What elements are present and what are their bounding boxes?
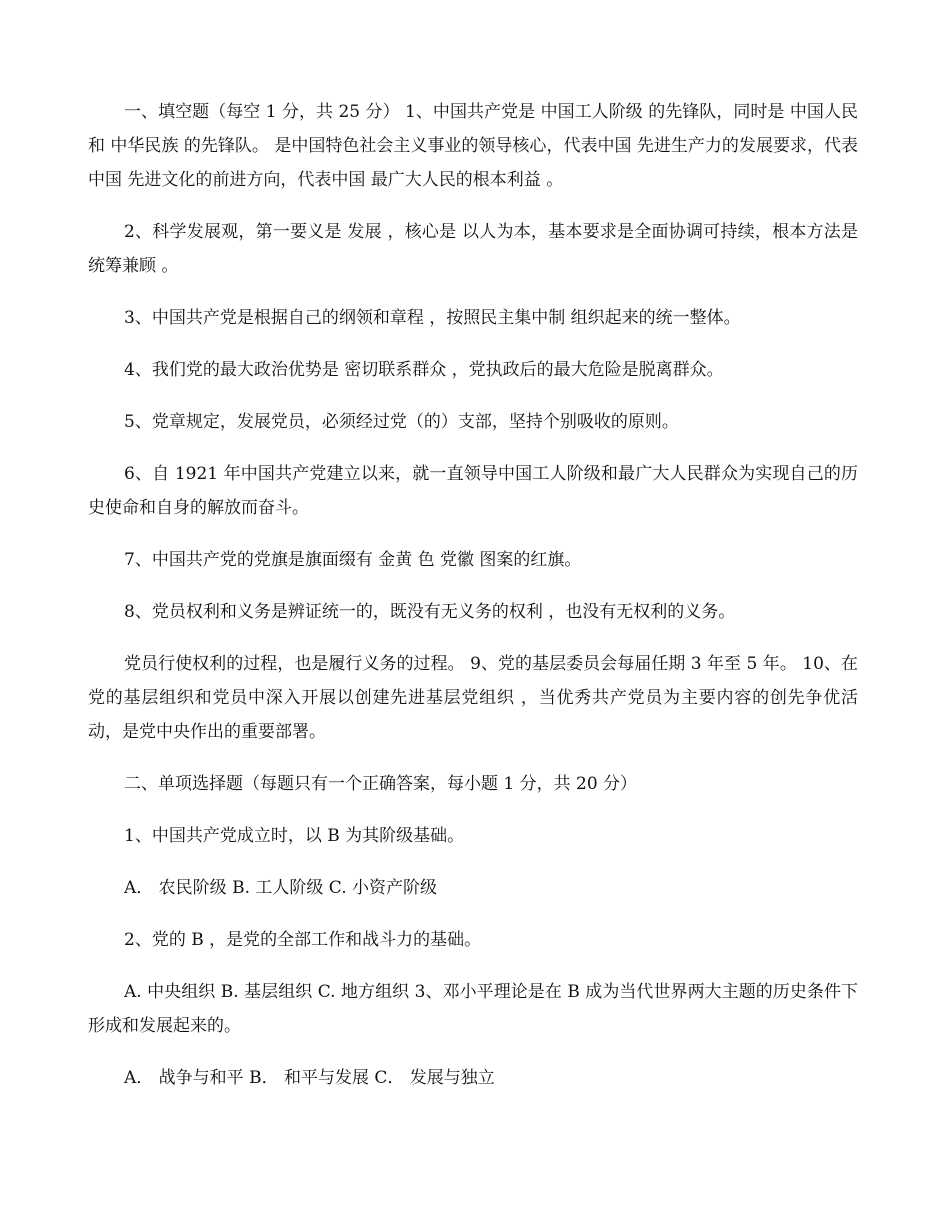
fill-blank-question-8: 8、党员权利和义务是辨证统一的，既没有无义务的权利 ，也没有无权利的义务。 [124, 602, 736, 622]
section-two-heading: 二、单项选择题（每题只有一个正确答案，每小题 1 分，共 20 分） [124, 774, 638, 794]
fill-blank-question-9-10: 党员行使权利的过程，也是履行义务的过程。 9、党的基层委员会每届任期 3 年至 5 年。 10、在党的基层组织和党员中深入开展以创建先进基层党组织 ，当优秀共产党员为主要内容的创先争优活动，是党中央作出的重要部署。 [88, 654, 858, 742]
choice-question-1: 1、中国共产党成立时，以 B 为其阶级基础。 [124, 826, 465, 846]
fill-blank-question-3: 3、中国共产党是根据自己的纲领和章程 ，按照民主集中制 组织起来的统一整体。 [124, 308, 741, 328]
choice-question-2-options-and-question-3: A. 中央组织 B. 基层组织 C. 地方组织 3、邓小平理论是在 B 成为当代世界两大主题的历史条件下形成和发展起来的。 [88, 982, 858, 1036]
choice-question-3-options: A． 战争与和平 B． 和平与发展 C． 发展与独立 [124, 1068, 495, 1088]
choice-question-2: 2、党的 B ，是党的全部工作和战斗力的基础。 [124, 930, 482, 950]
choice-question-1-options: A． 农民阶级 B. 工人阶级 C. 小资产阶级 [124, 878, 437, 898]
fill-blank-question-4: 4、我们党的最大政治优势是 密切联系群众 ，党执政后的最大危险是脱离群众。 [124, 360, 724, 380]
document-page [88, 95, 858, 1113]
fill-blank-question-7: 7、中国共产党的党旗是旗面缀有 金黄 色 党徽 图案的红旗。 [124, 550, 582, 570]
section-one-heading-and-question-1: 一、填空题（每空 1 分，共 25 分） 1、中国共产党是 中国工人阶级 的先锋队，同时是 中国人民 和 中华民族 的先锋队。 是中国特色社会主义事业的领导核心，代表中国 先进生产力的发展要求，代表中国 先进文化的前进方向，代表中国 最广大人民的根本利益 。 [88, 102, 858, 190]
fill-blank-question-5: 5、党章规定，发展党员，必须经过党（的）支部，坚持个别吸收的原则。 [124, 412, 679, 432]
fill-blank-question-2: 2、科学发展观，第一要义是 发展 ，核心是 以人为本，基本要求是全面协调可持续，根本方法是 统筹兼顾 。 [88, 222, 858, 276]
fill-blank-question-6: 6、自 1921 年中国共产党建立以来，就一直领导中国工人阶级和最广大人民群众为实现自己的历史使命和自身的解放而奋斗。 [88, 464, 858, 518]
